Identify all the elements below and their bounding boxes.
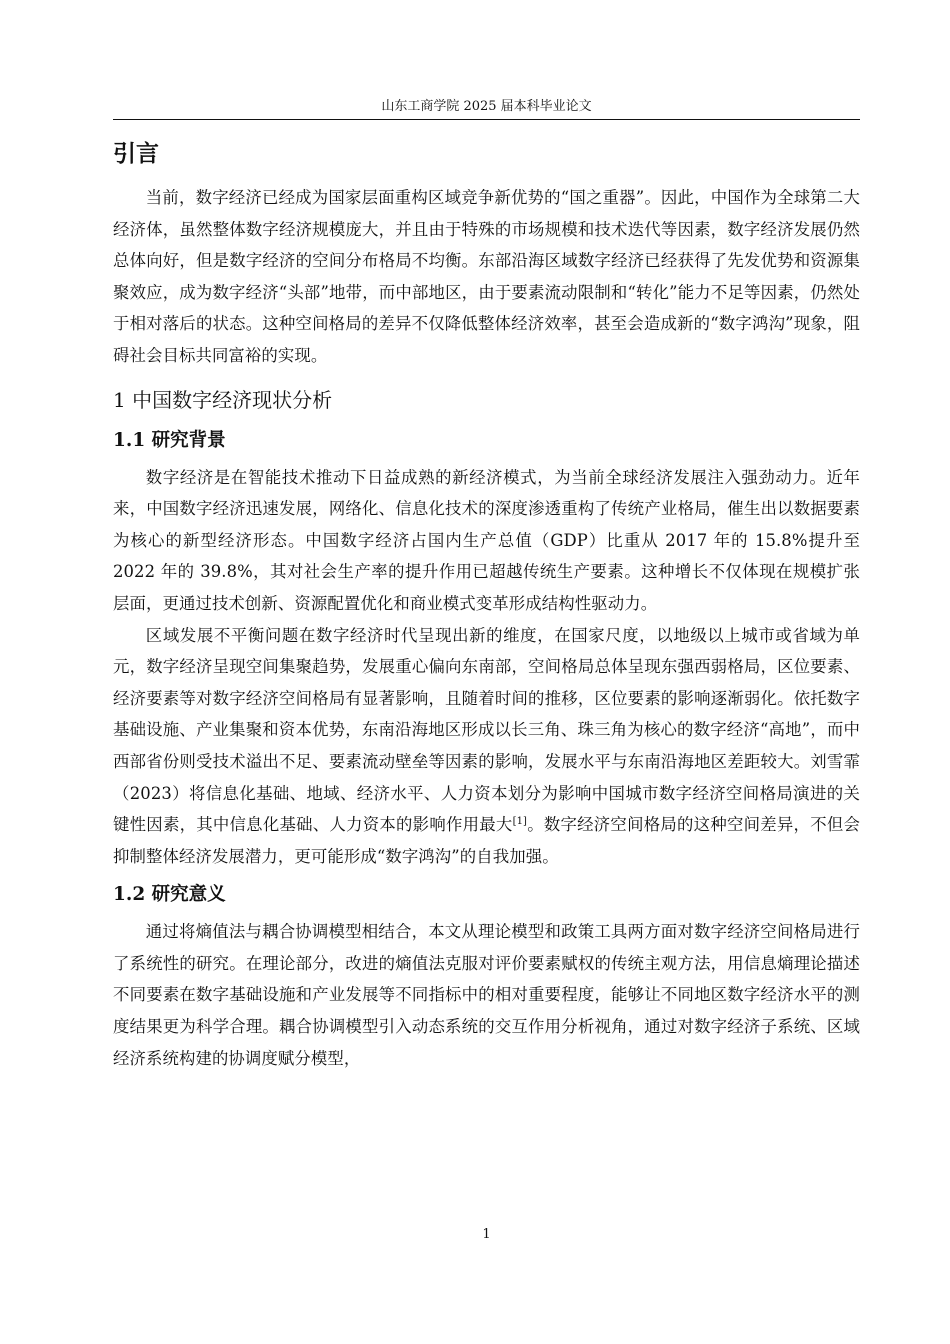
chapter-1-heading [113,382,860,418]
citation-link[interactable]: [1] [512,816,528,828]
intro-paragraph: 当前，数字经济已经成为国家层面重构区域竞争新优势的“国之重器”。因此，中国作为全球第二大经济体，虽然整体数字经济规模庞大，并且由于特殊的市场规模和技术迭代等因素，数字经济发展仍然总体向好，但是数字经济的空间分布格局不均衡。东部沿海区域数字经济已经获得了先发优势和资源集聚效应，成为数字经济“头部”地带，而中部地区，由于要素流动限制和“转化”能力不足等因素，仍然处于相对落后的状态。这种空间格局的差异不仅降低整体经济效率，甚至会造成新的“数字鸿沟”现象，阻碍社会目标共同富裕的实现。 [113,188,860,365]
significance-paragraph: 通过将熵值法与耦合协调模型相结合，本文从理论模型和政策工具两方面对数字经济空间格局进行了系统性的研究。在理论部分，改进的熵值法克服对评价要素赋权的传统主观方法，用信息熵理论描述不同要素在数字基础设施和产业发展等不同指标中的相对重要程度，能够让不同地区数字经济水平的测度结果更为科学合理。耦合协调模型引入动态系统的交互作用分析视角，通过对数字经济子系统、区域经济系统构建的协调度赋分模型， [113,922,860,1068]
section-title-text: 研究背景 [151,429,226,451]
section-number: 1.1 [113,429,146,451]
section-1-2-heading [113,880,860,910]
page-number: 1 [482,1227,491,1242]
chapter-title-text: 中国数字经济现状分析 [132,387,333,412]
paragraph-text-tail: 。数字经济空间格局的这种空间差异，不但会抑制整体经济发展潜力，更可能形成“数字鸿沟”的自我加强。 [113,815,860,866]
running-header: 山东工商学院 2025 届本科毕业论文 [381,99,592,114]
body-content [113,136,860,1074]
section-1-1-heading [113,426,860,456]
intro-heading: 引言 [113,141,159,167]
background-paragraph-2 [113,620,860,873]
background-paragraph-1: 数字经济是在智能技术推动下日益成熟的新经济模式，为当前全球经济发展注入强劲动力。近年来，中国数字经济迅速发展，网络化、信息化技术的深度渗透重构了传统产业格局，催生出以数据要素为核心的新型经济形态。中国数字经济占国内生产总值（GDP）比重从 2017 年的 15.8%提升至 2022 年的 39.8%，其对社会生产率的提升作用已超越传统生产要素。这种增长不仅体现在规模扩张层面，更通过技术创新、资源配置优化和商业模式变革形成结构性驱动力。 [113,467,860,613]
header-rule [113,119,860,120]
section-title-text: 研究意义 [151,884,226,906]
paragraph-text: 区域发展不平衡问题在数字经济时代呈现出新的维度，在国家尺度，以地级以上城市或省域为单元，数字经济呈现空间集聚趋势，发展重心偏向东南部，空间格局总体呈现东强西弱格局，区位要素、经济要素等对数字经济空间格局有显著影响，且随着时间的推移，区位要素的影响逐渐弱化。依托数字基础设施、产业集聚和资本优势，东南沿海地区形成以长三角、珠三角为核心的数字经济“高地”，而中西部省份则受技术溢出不足、要素流动壁垒等因素的影响，发展水平与东南沿海地区差距较大。刘雪霏（2023）将信息化基础、地域、经济水平、人力资本划分为影响中国城市数字经济空间格局演进的关键性因素，其中信息化基础、人力资本的影响作用最大 [113,625,860,835]
section-number: 1.2 [113,884,146,906]
chapter-number: 1 [113,387,126,412]
